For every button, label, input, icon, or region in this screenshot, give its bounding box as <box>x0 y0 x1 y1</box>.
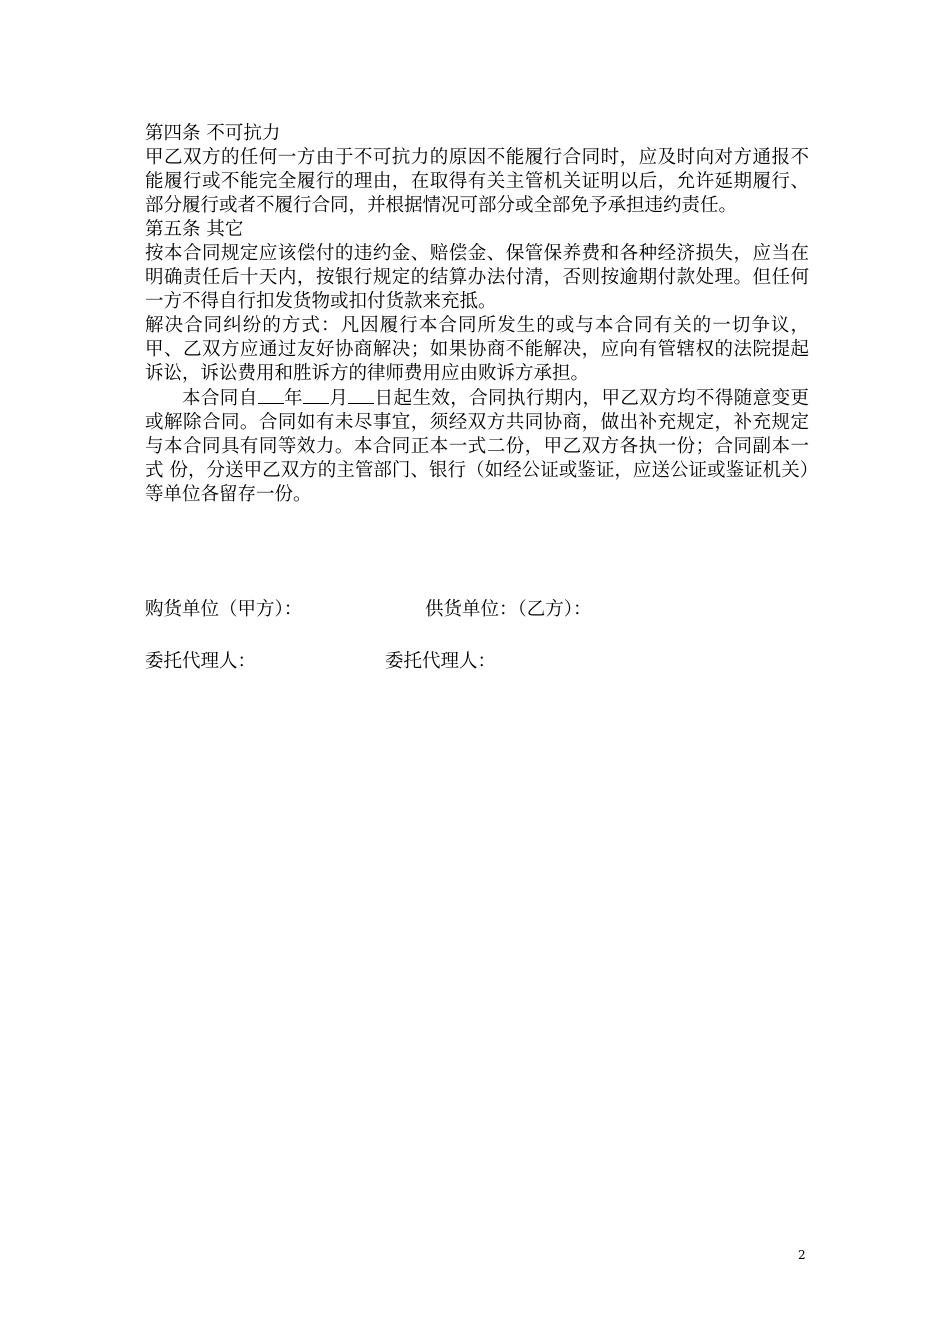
article-5-body-penalty: 按本合同规定应该偿付的违约金、赔偿金、保管保养费和各种经济损失，应当在明确责任后十天内，按银行规定的结算办法付清，否则按逾期付款处理。但任何一方不得自行扣发货物或扣付货款来充抵。 <box>145 243 809 312</box>
month-blank <box>303 386 329 404</box>
article-5-body-dispute: 解决合同纠纷的方式：凡因履行本合同所发生的或与本合同有关的一切争议，甲、乙双方应通过友好协商解决；如果协商不能解决，应向有管辖权的法院提起诉讼，诉讼费用和胜诉方的律师费用应由败诉方承担。 <box>145 315 809 384</box>
supplier-label: 供货单位：（乙方）： <box>425 599 592 620</box>
contract-text <box>145 122 809 507</box>
day-blank <box>348 386 374 404</box>
agent-a-label: 委托代理人： <box>145 651 257 672</box>
page-number: 2 <box>798 1248 806 1262</box>
buyer-label: 购货单位（甲方）： <box>145 599 303 620</box>
agent-b-label: 委托代理人： <box>385 651 497 672</box>
year-blank <box>258 386 284 404</box>
article-4-body: 甲乙双方的任何一方由于不可抗力的原因不能履行合同时，应及时向对方通报不能履行或不能完全履行的理由，在取得有关主管机关证明以后，允许延期履行、部分履行或者不履行合同，并根据情况可部分或全部免予承担违约责任。 <box>145 147 809 216</box>
effective-year-label: 年 <box>283 388 303 409</box>
effective-prefix: 本合同自 <box>182 388 258 409</box>
effective-month-label: 月 <box>328 388 349 409</box>
effective-clause <box>145 386 809 507</box>
article-5-heading: 第五条 其它 <box>145 219 244 240</box>
article-4-heading: 第四条 不可抗力 <box>145 123 281 144</box>
effective-rest: 日起生效，合同执行期内，甲乙双方均不得随意变更或解除合同。合同如有未尽事宜，须经双方共同协商，做出补充规定，补充规定与本合同具有同等效力。本合同正本一式二份，甲乙双方各执一份；合同副本一式 份，分送甲乙双方的主管部门、银行（如经公证或鉴证，应送公证或鉴证机关）等单位各留存一份。 <box>145 388 809 505</box>
